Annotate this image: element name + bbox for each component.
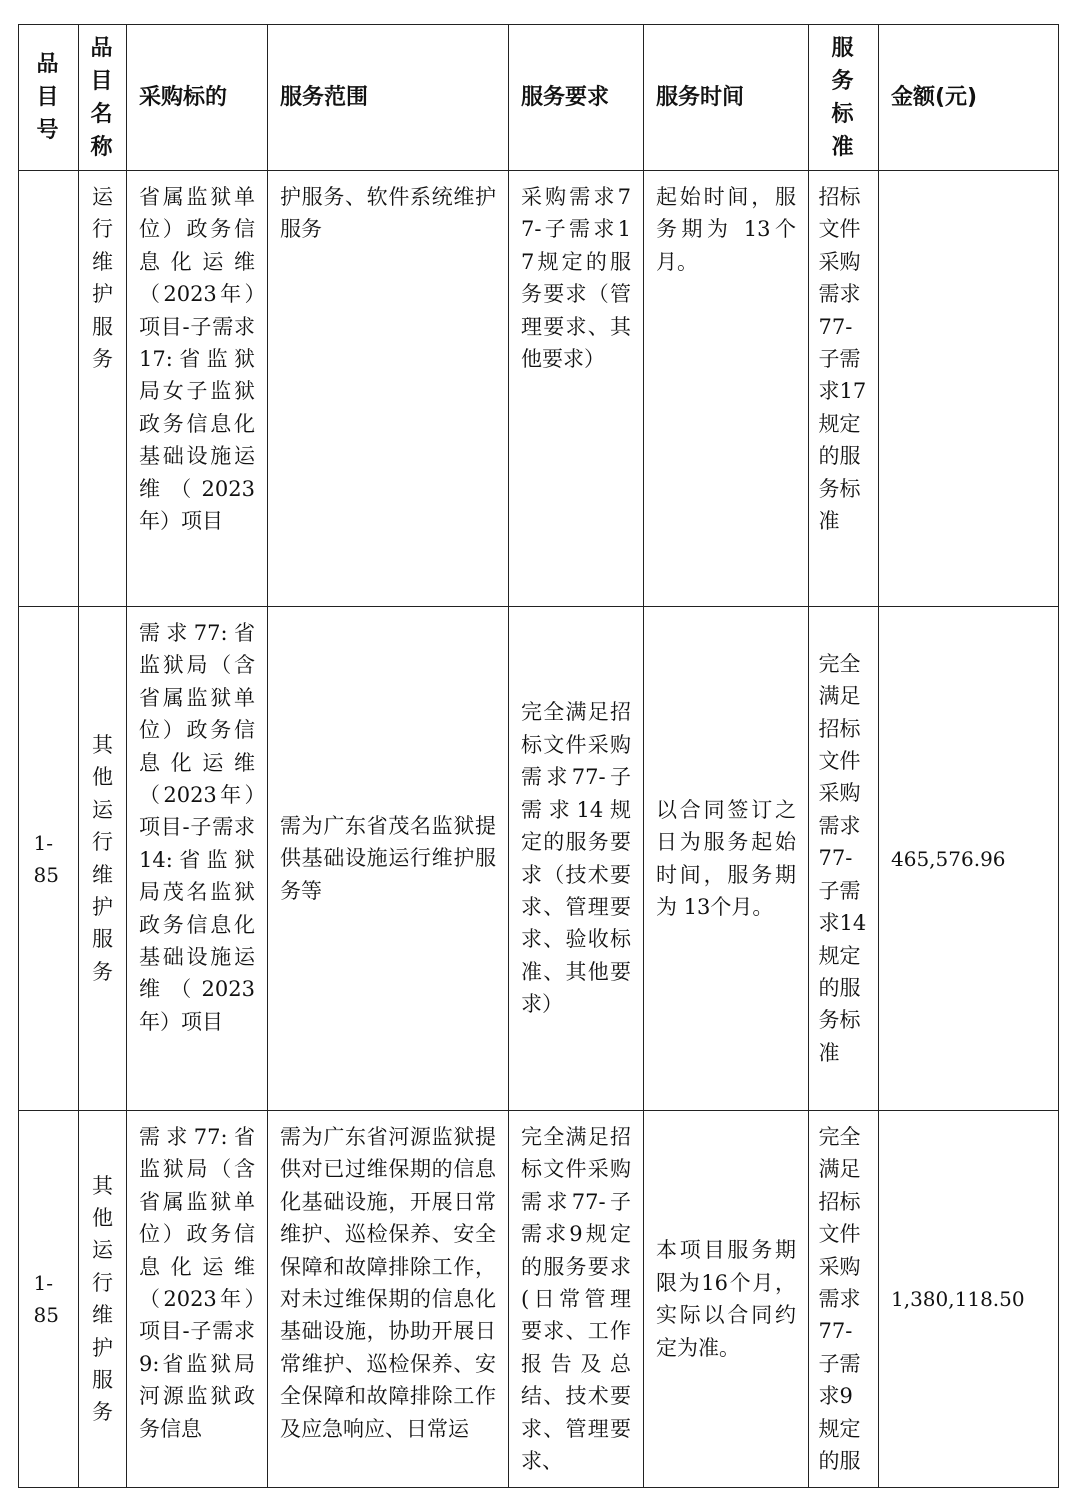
cell-standard: 完全满足招标文件采购需求77-子需求9规定的服 bbox=[809, 1111, 879, 1488]
cell-time: 起始时间，服务期为 13个月。 bbox=[644, 171, 809, 607]
header-item-no: 品目号 bbox=[19, 25, 79, 171]
header-target: 采购标的 bbox=[127, 25, 268, 171]
cell-standard: 完全满足招标文件采购需求77-子需求14规定的服务标准 bbox=[809, 607, 879, 1111]
header-standard: 服务标准 bbox=[809, 25, 879, 171]
cell-requirement: 完全满足招标文件采购需求77-子需求9规定的服务要求(日常管理要求、工作报告及总结、技术要求、管理要求、 bbox=[509, 1111, 644, 1488]
header-item-name: 品目名称 bbox=[79, 25, 127, 171]
cell-item-no: 1-85 bbox=[19, 607, 79, 1111]
cell-time: 本项目服务期限为16个月，实际以合同约定为准。 bbox=[644, 1111, 809, 1488]
cell-requirement: 采购需求77-子需求17规定的服务要求（管理要求、其他要求） bbox=[509, 171, 644, 607]
cell-item-name: 运行维护服务 bbox=[79, 171, 127, 607]
cell-amount: 465,576.96 bbox=[879, 607, 1059, 1111]
cell-item-name: 其他运行维护服务 bbox=[79, 607, 127, 1111]
table-row bbox=[19, 607, 1059, 1111]
header-time: 服务时间 bbox=[644, 25, 809, 171]
cell-item-no: 1-85 bbox=[19, 1111, 79, 1488]
cell-item-name: 其他运行维护服务 bbox=[79, 1111, 127, 1488]
cell-scope: 护服务、软件系统维护服务 bbox=[268, 171, 509, 607]
cell-item-no bbox=[19, 171, 79, 607]
header-requirement: 服务要求 bbox=[509, 25, 644, 171]
table-row bbox=[19, 171, 1059, 607]
cell-scope: 需为广东省茂名监狱提供基础设施运行维护服务等 bbox=[268, 607, 509, 1111]
cell-target: 需求77:省监狱局（含省属监狱单位）政务信息化运维（2023年）项目-子需求9:省监狱局河源监狱政务信息 bbox=[127, 1111, 268, 1488]
cell-requirement: 完全满足招标文件采购需求77-子需求14规定的服务要求（技术要求、管理要求、验收标准、其他要求） bbox=[509, 607, 644, 1111]
cell-amount: 1,380,118.50 bbox=[879, 1111, 1059, 1488]
cell-standard: 招标文件采购需求77-子需求17规定的服务标准 bbox=[809, 171, 879, 607]
header-row bbox=[19, 25, 1059, 171]
header-amount: 金额(元) bbox=[879, 25, 1059, 171]
table-row bbox=[19, 1111, 1059, 1488]
procurement-table bbox=[18, 24, 1059, 1488]
cell-target: 省属监狱单位）政务信息化运维（2023年）项目-子需求17:省监狱局女子监狱政务信息化基础设施运维（2023年）项目 bbox=[127, 171, 268, 607]
cell-amount bbox=[879, 171, 1059, 607]
cell-scope: 需为广东省河源监狱提供对已过维保期的信息化基础设施，开展日常维护、巡检保养、安全保障和故障排除工作，对未过维保期的信息化基础设施，协助开展日常维护、巡检保养、安全保障和故障排除工作及应急响应、日常运 bbox=[268, 1111, 509, 1488]
cell-target: 需求77:省监狱局（含省属监狱单位）政务信息化运维（2023年）项目-子需求14:省监狱局茂名监狱政务信息化基础设施运维（2023年）项目 bbox=[127, 607, 268, 1111]
header-scope: 服务范围 bbox=[268, 25, 509, 171]
cell-time: 以合同签订之日为服务起始时间，服务期为 13个月。 bbox=[644, 607, 809, 1111]
